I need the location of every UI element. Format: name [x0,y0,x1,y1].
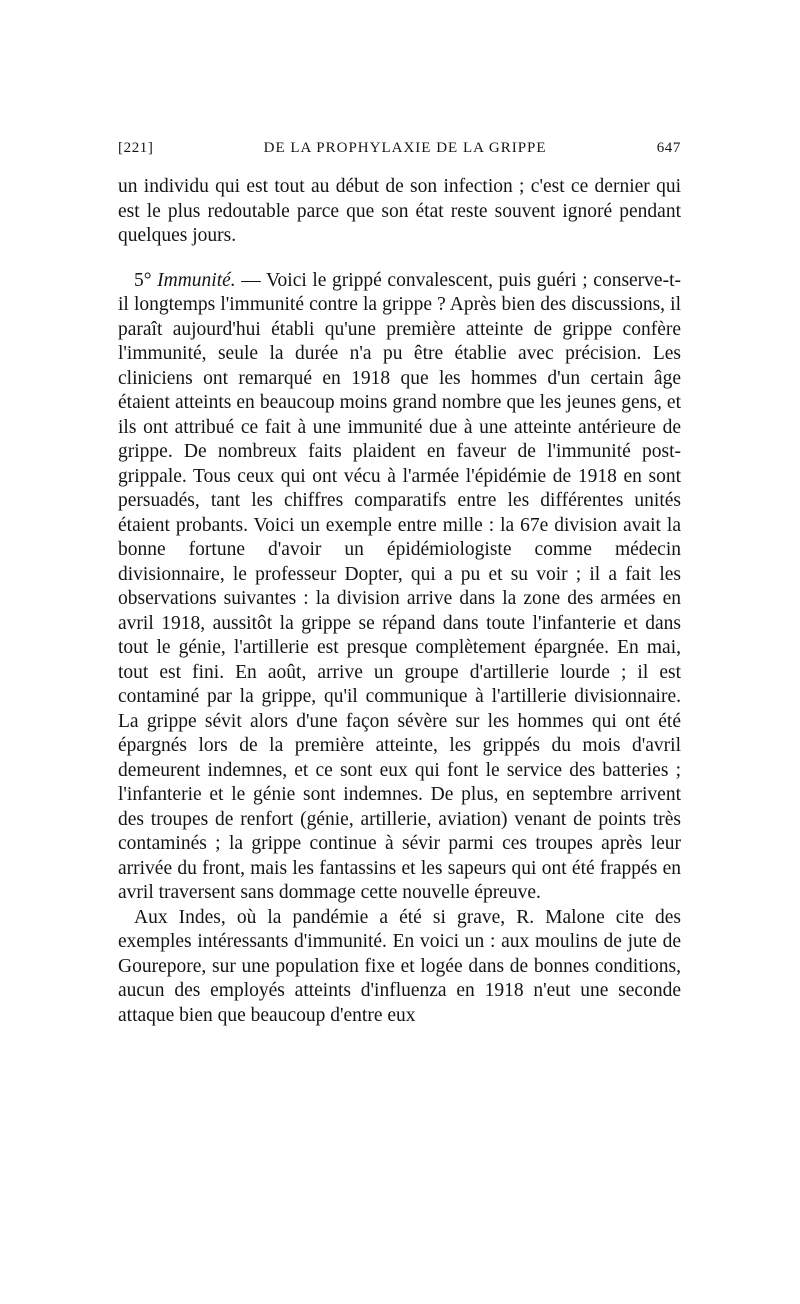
section-number: 5° [134,269,152,291]
paragraph-immunite-text: — Voici le grippé convalescent, puis guéri ; conserve-t-il longtemps l'immunité contre la grippe ? Après bien des discussions, il paraît aujourd'hui établi qu'une première atteinte de grippe confère l'immunité, seule la durée n'a pu être établie avec précision. Les cliniciens ont remarqué en 1918 que les hommes d'un certain âge étaient atteints en beaucoup moins grand nombre que les jeunes gens, et ils ont attribué ce fait à une immunité due à une atteinte antérieure de grippe. De nombreux faits plaident en faveur de l'immunité post-grippale. Tous ceux qui ont vécu à l'armée l'épidémie de 1918 en sont persuadés, tant les chiffres comparatifs entre les différentes unités étaient probants. Voici un exemple entre mille : la 67e division avait la bonne fortune d'avoir un épidémiologiste comme médecin divisionnaire, le professeur Dopter, qui a pu et su voir ; il a fait les observations suivantes : la division arrive dans la zone des armées en avril 1918, aussitôt la grippe se répand dans toute l'infanterie et dans tout le génie, l'artillerie est presque complètement épargnée. En mai, tout est fini. En août, arrive un groupe d'artillerie lourde ; il est contaminé par la grippe, qu'il communique à l'artillerie divisionnaire. La grippe sévit alors d'une façon sévère sur les hommes qui ont été épargnés lors de la première atteinte, les grippés du mois d'avril demeurent indemnes, et ce sont eux qui font le service des batteries ; l'infanterie et le génie sont indemnes. De plus, en septembre arrivent des troupes de renfort (génie, artillerie, aviation) venant de points très contaminés ; la grippe continue à sévir parmi ces troupes après leur arrivée du front, mais les fantassins et les sapeurs qui ont été frappés en avril traversent sans dommage cette nouvelle épreuve. [118,269,681,903]
paragraph-gap [118,249,681,269]
page-number: 647 [656,140,681,156]
running-header [118,140,681,157]
paragraph-immunite [118,269,681,906]
book-page [118,140,681,1028]
running-title: DE LA PROPHYLAXIE DE LA GRIPPE [263,140,547,156]
paragraph-indes: Aux Indes, où la pandémie a été si grave, R. Malone cite des exemples intéressants d'immunité. En voici un : aux moulins de jute de Gourepore, sur une population fixe et logée dans de bonnes conditions, aucun des employés atteints d'influenza en 1918 n'eut une seconde attaque bien que beaucoup d'entre eux [118,906,681,1026]
page-reference: [221] [118,140,154,156]
paragraph-continuation: un individu qui est tout au début de son infection ; c'est ce dernier qui est le plus redoutable parce que son état reste souvent ignoré pendant quelques jours. [118,176,681,246]
section-heading: Immunité. [157,269,236,291]
body-text [118,175,681,1028]
